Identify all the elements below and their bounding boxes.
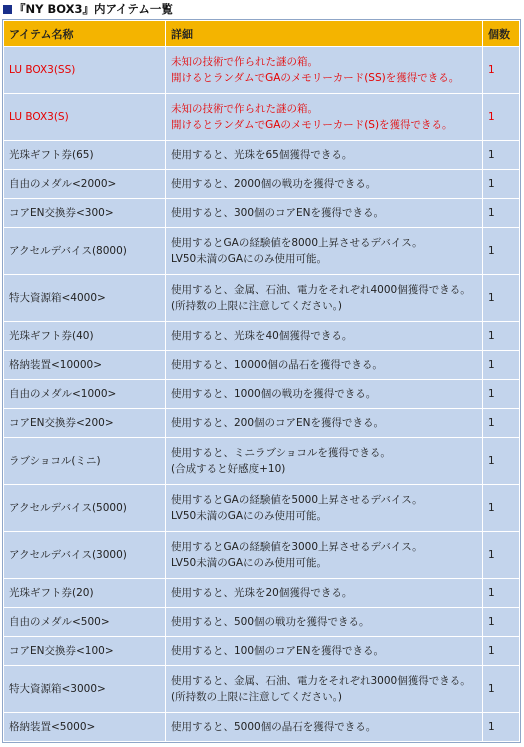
item-detail-cell: 使用するとGAの経験値を3000上昇させるデバイス。 LV50未満のGAにのみ使用可能。	[166, 532, 482, 578]
item-detail-cell: 使用すると、金属、石油、電力をそれぞれ3000個獲得できる。 (所持数の上限に注意してください。)	[166, 666, 482, 712]
header-item-name: アイテム名称	[4, 21, 165, 46]
table-row	[4, 141, 519, 169]
item-quantity-cell: 1	[483, 608, 519, 636]
item-name-cell: アクセルデバイス(3000)	[4, 532, 165, 578]
item-quantity-cell: 1	[483, 94, 519, 140]
item-quantity-cell: 1	[483, 228, 519, 274]
item-detail-cell: 使用すると、5000個の晶石を獲得できる。	[166, 713, 482, 741]
table-row	[4, 485, 519, 531]
item-detail-cell: 使用すると、ミニラブショコルを獲得できる。 (合成すると好感度+10)	[166, 438, 482, 484]
item-quantity-cell: 1	[483, 485, 519, 531]
header-quantity: 個数	[483, 21, 519, 46]
item-name-cell: アクセルデバイス(5000)	[4, 485, 165, 531]
item-name-cell: コアEN交換券<200>	[4, 409, 165, 437]
table-row	[4, 322, 519, 350]
item-name-cell: 格納装置<10000>	[4, 351, 165, 379]
table-row	[4, 608, 519, 636]
item-detail-cell: 未知の技術で作られた謎の箱。 開けるとランダムでGAのメモリーカード(S)を獲得できる。	[166, 94, 482, 140]
item-quantity-cell: 1	[483, 579, 519, 607]
item-detail-cell: 使用すると、1000個の戦功を獲得できる。	[166, 380, 482, 408]
item-quantity-cell: 1	[483, 170, 519, 198]
item-detail-cell: 使用するとGAの経験値を8000上昇させるデバイス。 LV50未満のGAにのみ使用可能。	[166, 228, 482, 274]
item-name-cell: 光珠ギフト券(40)	[4, 322, 165, 350]
item-quantity-cell: 1	[483, 409, 519, 437]
item-detail-cell: 使用するとGAの経験値を5000上昇させるデバイス。 LV50未満のGAにのみ使用可能。	[166, 485, 482, 531]
item-name-cell: コアEN交換券<300>	[4, 199, 165, 227]
table-row	[4, 228, 519, 274]
table-row	[4, 94, 519, 140]
item-quantity-cell: 1	[483, 47, 519, 93]
item-name-cell: 光珠ギフト券(20)	[4, 579, 165, 607]
item-detail-cell: 未知の技術で作られた謎の箱。 開けるとランダムでGAのメモリーカード(SS)を獲得できる。	[166, 47, 482, 93]
item-name-cell: ラブショコル(ミニ)	[4, 438, 165, 484]
item-name-cell: LU BOX3(SS)	[4, 47, 165, 93]
item-table	[2, 19, 521, 743]
item-quantity-cell: 1	[483, 438, 519, 484]
item-detail-cell: 使用すると、100個のコアENを獲得できる。	[166, 637, 482, 665]
table-row	[4, 275, 519, 321]
item-quantity-cell: 1	[483, 532, 519, 578]
item-detail-cell: 使用すると、金属、石油、電力をそれぞれ4000個獲得できる。 (所持数の上限に注意してください。)	[166, 275, 482, 321]
table-row	[4, 170, 519, 198]
item-name-cell: アクセルデバイス(8000)	[4, 228, 165, 274]
table-row	[4, 199, 519, 227]
table-row	[4, 637, 519, 665]
table-row	[4, 713, 519, 741]
item-quantity-cell: 1	[483, 351, 519, 379]
item-name-cell: 特大資源箱<3000>	[4, 666, 165, 712]
table-header-row	[4, 21, 519, 46]
item-detail-cell: 使用すると、500個の戦功を獲得できる。	[166, 608, 482, 636]
item-name-cell: 自由のメダル<500>	[4, 608, 165, 636]
item-detail-cell: 使用すると、200個のコアENを獲得できる。	[166, 409, 482, 437]
table-row	[4, 666, 519, 712]
item-quantity-cell: 1	[483, 199, 519, 227]
item-name-cell: 光珠ギフト券(65)	[4, 141, 165, 169]
item-quantity-cell: 1	[483, 637, 519, 665]
item-quantity-cell: 1	[483, 380, 519, 408]
square-bullet-icon	[3, 5, 12, 14]
item-name-cell: 自由のメダル<2000>	[4, 170, 165, 198]
item-detail-cell: 使用すると、10000個の晶石を獲得できる。	[166, 351, 482, 379]
item-name-cell: 特大資源箱<4000>	[4, 275, 165, 321]
table-row	[4, 351, 519, 379]
item-detail-cell: 使用すると、光珠を65個獲得できる。	[166, 141, 482, 169]
item-detail-cell: 使用すると、2000個の戦功を獲得できる。	[166, 170, 482, 198]
page-title	[3, 2, 173, 16]
table-row	[4, 579, 519, 607]
item-name-cell: コアEN交換券<100>	[4, 637, 165, 665]
item-name-cell: 格納装置<5000>	[4, 713, 165, 741]
item-name-cell: LU BOX3(S)	[4, 94, 165, 140]
item-name-cell: 自由のメダル<1000>	[4, 380, 165, 408]
item-quantity-cell: 1	[483, 666, 519, 712]
item-detail-cell: 使用すると、光珠を40個獲得できる。	[166, 322, 482, 350]
header-detail: 詳細	[166, 21, 482, 46]
item-quantity-cell: 1	[483, 713, 519, 741]
item-quantity-cell: 1	[483, 275, 519, 321]
table-row	[4, 438, 519, 484]
table-row	[4, 380, 519, 408]
table-row	[4, 409, 519, 437]
page-title-text: 『NY BOX3』内アイテム一覧	[14, 2, 173, 16]
item-quantity-cell: 1	[483, 141, 519, 169]
table-row	[4, 532, 519, 578]
table-body	[4, 47, 519, 741]
table-row	[4, 47, 519, 93]
item-detail-cell: 使用すると、300個のコアENを獲得できる。	[166, 199, 482, 227]
item-detail-cell: 使用すると、光珠を20個獲得できる。	[166, 579, 482, 607]
item-quantity-cell: 1	[483, 322, 519, 350]
